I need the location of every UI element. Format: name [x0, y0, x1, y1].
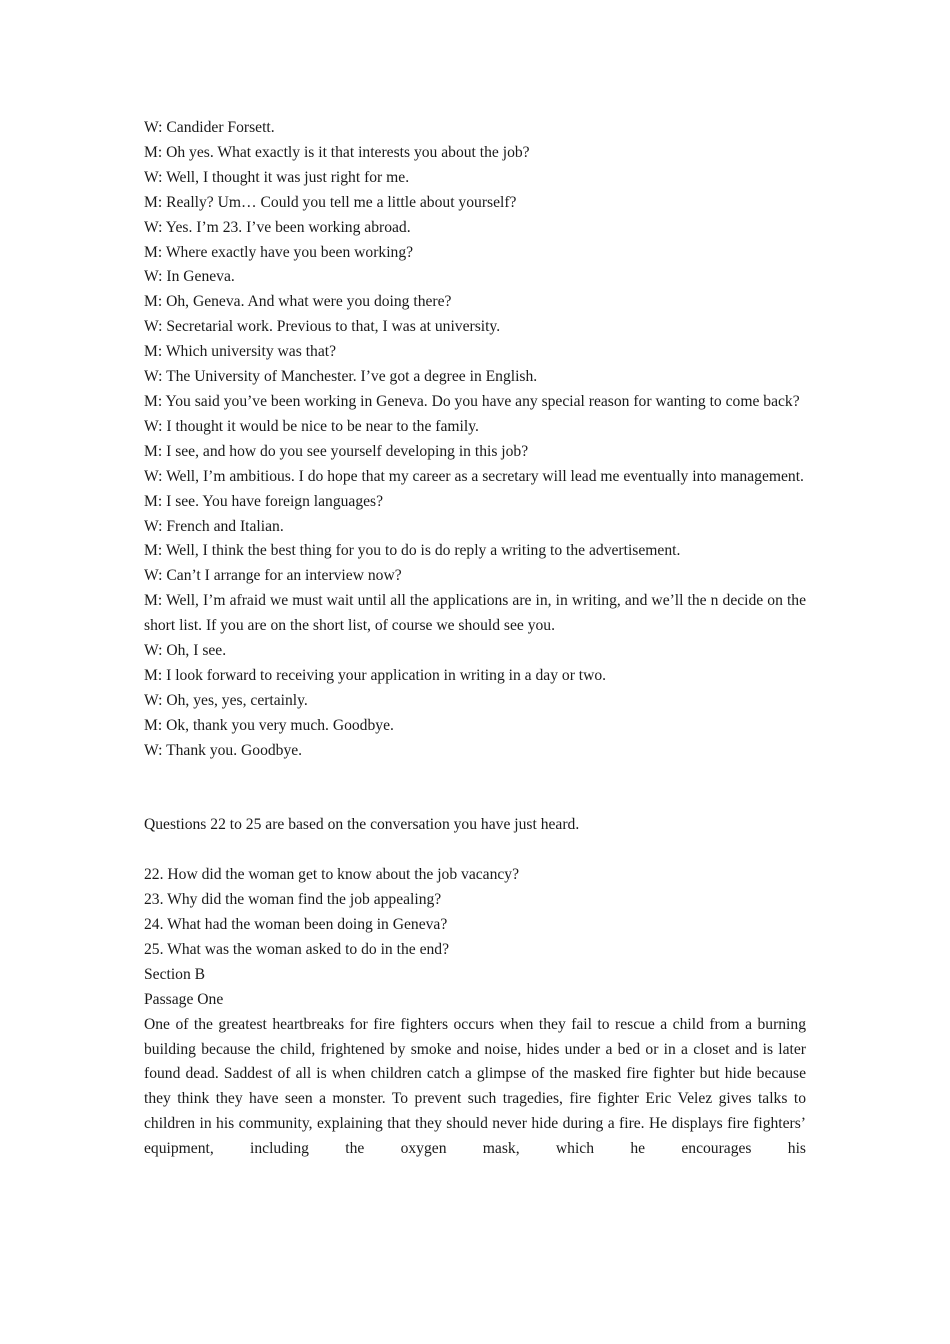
dialogue-line: M: I look forward to receiving your application in writing in a day or two. [144, 666, 607, 684]
passage-text: One of the greatest heartbreaks for fire fighters occurs when they fail to rescue a child from a burning building because the child, frightened by smoke and noise, hides under a bed or in a closet and is later found dead. Saddest of all is when children catch a glimpse of the masked fire fighter but hide because they think they have seen a monster. To prevent such tragedies, fire fighter Eric Velez gives talks to children in his community, explaining that they should never hide during a fire. He displays fire fighters’ equipment, including the oxygen mask, which he encourages his [144, 1015, 806, 1158]
dialogue-line: M: Oh, Geneva. And what were you doing there? [144, 293, 452, 311]
dialogue-line: M: I see, and how do you see yourself developing in this job? [144, 442, 529, 460]
dialogue-short-list: M: Well, I’m afraid we must wait until all the applications are in, in writing, and we’ll the n decide on the short list. If you are on the short list, of course we should see you. [144, 592, 806, 635]
dialogue-line: M: Ok, thank you very much. Goodbye. [144, 716, 394, 734]
spacer [144, 764, 806, 814]
dialogue-line: M: Really? Um… Could you tell me a little about yourself? [144, 193, 517, 211]
questions-intro: Questions 22 to 25 are based on the conversation you have just heard. [144, 816, 580, 834]
dialogue-line: W: Secretarial work. Previous to that, I was at university. [144, 318, 501, 336]
dialogue-line: W: Thank you. Goodbye. [144, 741, 303, 759]
section-heading: Section B [144, 965, 206, 983]
dialogue-line: W: Yes. I’m 23. I’ve been working abroad. [144, 218, 411, 236]
dialogue-line: M: Which university was that? [144, 343, 336, 361]
dialogue-special-reason: M: You said you’ve been working in Geneva. Do you have any special reason for wanting to come back? [144, 392, 800, 410]
dialogue-line: W: Can’t I arrange for an interview now? [144, 567, 402, 585]
dialogue-ambitious: W: Well, I’m ambitious. I do hope that my career as a secretary will lead me eventually into management. [144, 467, 804, 485]
document-page [144, 116, 806, 1162]
question-item: 23. Why did the woman find the job appealing? [144, 891, 442, 909]
dialogue-line: W: The University of Manchester. I’ve got a degree in English. [144, 368, 538, 386]
dialogue-line: M: Where exactly have you been working? [144, 243, 414, 261]
dialogue-line: W: French and Italian. [144, 517, 284, 535]
dialogue-line: W: I thought it would be nice to be near to the family. [144, 417, 479, 435]
dialogue-line: W: Oh, I see. [144, 642, 227, 660]
passage-heading: Passage One [144, 990, 224, 1008]
dialogue-part1 [144, 116, 806, 390]
questions-list [144, 863, 806, 963]
dialogue-line: M: Oh yes. What exactly is it that interests you about the job? [144, 143, 530, 161]
question-item: 24. What had the woman been doing in Geneva? [144, 915, 448, 933]
dialogue-line: W: Candider Forsett. [144, 119, 275, 136]
dialogue-line: W: Oh, yes, yes, certainly. [144, 691, 308, 709]
dialogue-line: W: In Geneva. [144, 268, 235, 286]
dialogue-line: M: I see. You have foreign languages? [144, 492, 384, 510]
dialogue-line: M: Well, I think the best thing for you to do is do reply a writing to the advertisement. [144, 542, 681, 560]
dialogue-part3 [144, 490, 806, 590]
dialogue-line: W: Well, I thought it was just right for me. [144, 168, 410, 186]
dialogue-part2 [144, 415, 806, 465]
question-item: 22. How did the woman get to know about the job vacancy? [144, 866, 520, 884]
spacer [144, 838, 806, 863]
question-item: 25. What was the woman asked to do in the end? [144, 940, 450, 958]
dialogue-part4 [144, 639, 806, 764]
